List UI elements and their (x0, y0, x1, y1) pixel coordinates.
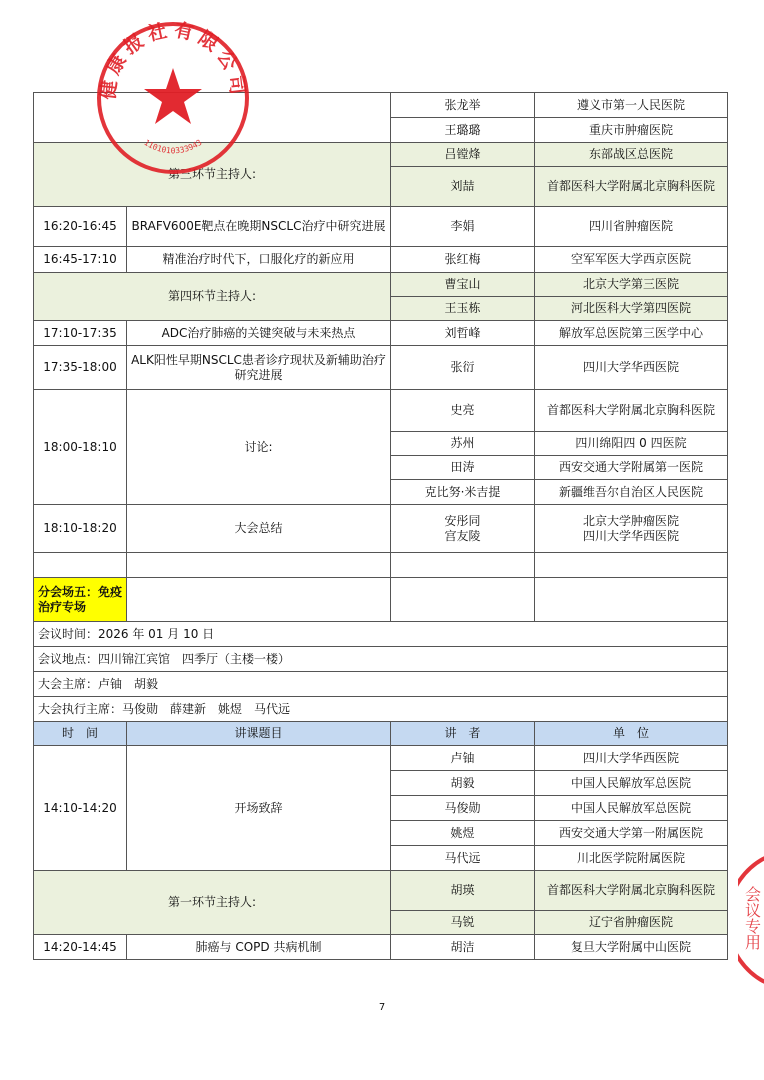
time-cell: 18:00-18:10 (34, 390, 127, 505)
empty-cell (127, 553, 391, 578)
empty-cell (535, 578, 728, 622)
header-time: 时 间 (34, 722, 127, 746)
table-row (34, 247, 728, 273)
table-row (34, 578, 728, 622)
time-cell: 16:45-17:10 (34, 247, 127, 273)
schedule-table (33, 92, 728, 960)
empty-cell (391, 553, 535, 578)
unit-cell: 首都医科大学附属北京胸科医院 (535, 871, 728, 911)
unit-cell: 重庆市肿瘤医院 (535, 118, 728, 143)
speaker-cell: 苏州 (391, 432, 535, 456)
topic-cell: ADC治疗肺癌的关键突破与未来热点 (127, 321, 391, 346)
page-number: 7 (378, 1002, 386, 1013)
time-cell: 16:20-16:45 (34, 207, 127, 247)
speaker-cell: 刘喆 (391, 167, 535, 207)
unit-cell: 东部战区总医院 (535, 143, 728, 167)
unit-cell: 辽宁省肿瘤医院 (535, 911, 728, 935)
unit-cell: 遵义市第一人民医院 (535, 93, 728, 118)
speaker-cell (391, 505, 535, 553)
session-title: 分会场五：免疫治疗专场 (34, 578, 127, 622)
topic-cell: 精准治疗时代下，口服化疗的新应用 (127, 247, 391, 273)
speaker-name: 宫友陵 (444, 528, 481, 543)
table-row (34, 207, 728, 247)
table-row (34, 390, 728, 432)
meeting-date: 会议时间：2026 年 01 月 10 日 (34, 622, 728, 647)
speaker-cell: 张红梅 (391, 247, 535, 273)
unit-cell: 中国人民解放军总医院 (535, 771, 728, 796)
unit-cell: 川北医学院附属医院 (535, 846, 728, 871)
table-row (34, 697, 728, 722)
speaker-cell: 李娟 (391, 207, 535, 247)
header-speaker: 讲 者 (391, 722, 535, 746)
unit-name: 北京大学肿瘤医院 (582, 513, 679, 528)
table-row (34, 321, 728, 346)
speaker-cell: 马代远 (391, 846, 535, 871)
unit-cell: 北京大学第三医院 (535, 273, 728, 297)
unit-cell: 中国人民解放军总医院 (535, 796, 728, 821)
unit-cell (535, 505, 728, 553)
topic-cell: 大会总结 (127, 505, 391, 553)
unit-cell: 河北医科大学第四医院 (535, 297, 728, 321)
topic-cell: 肺癌与 COPD 共病机制 (127, 935, 391, 960)
unit-cell: 解放军总医院第三医学中心 (535, 321, 728, 346)
empty-cell (34, 553, 127, 578)
speaker-cell: 姚煜 (391, 821, 535, 846)
table-row (34, 935, 728, 960)
speaker-cell: 张龙举 (391, 93, 535, 118)
speaker-cell: 吕镗烽 (391, 143, 535, 167)
unit-cell: 首都医科大学附属北京胸科医院 (535, 390, 728, 432)
meeting-chair: 大会主席：卢铀 胡毅 (34, 672, 728, 697)
empty-cell (391, 578, 535, 622)
speaker-cell: 胡瑛 (391, 871, 535, 911)
empty-cell (535, 553, 728, 578)
header-unit: 单 位 (535, 722, 728, 746)
time-cell: 14:20-14:45 (34, 935, 127, 960)
header-topic: 讲课题目 (127, 722, 391, 746)
table-row (34, 672, 728, 697)
speaker-cell: 田涛 (391, 456, 535, 480)
meeting-exec-chair: 大会执行主席：马俊勋 薛建新 姚煜 马代远 (34, 697, 728, 722)
host-label: 第一环节主持人: (34, 871, 391, 935)
company-seal-stamp (93, 18, 253, 178)
time-cell: 14:10-14:20 (34, 746, 127, 871)
speaker-cell: 卢铀 (391, 746, 535, 771)
speaker-cell: 史亮 (391, 390, 535, 432)
unit-name: 四川大学华西医院 (582, 528, 679, 543)
seal-text: 健康报社有限公司 (97, 19, 249, 101)
header-row (34, 722, 728, 746)
speaker-cell: 张衍 (391, 346, 535, 390)
table-row (34, 273, 728, 297)
speaker-cell: 胡毅 (391, 771, 535, 796)
unit-cell: 空军军医大学西京医院 (535, 247, 728, 273)
seal-number: 1101010333943 (142, 137, 204, 156)
time-cell: 17:10-17:35 (34, 321, 127, 346)
unit-cell: 四川大学华西医院 (535, 746, 728, 771)
table-row (34, 553, 728, 578)
speaker-cell: 胡洁 (391, 935, 535, 960)
unit-cell: 西安交通大学附属第一医院 (535, 456, 728, 480)
table-row (34, 647, 728, 672)
speaker-name: 安彤同 (444, 513, 481, 528)
table-row (34, 346, 728, 390)
table-row (34, 505, 728, 553)
speaker-cell: 马锐 (391, 911, 535, 935)
time-cell: 17:35-18:00 (34, 346, 127, 390)
speaker-cell: 克比努·米吉提 (391, 480, 535, 505)
unit-cell: 复旦大学附属中山医院 (535, 935, 728, 960)
meeting-venue: 会议地点：四川锦江宾馆 四季厅（主楼一楼） (34, 647, 728, 672)
topic-cell: BRAFV600E靶点在晚期NSCLC治疗中研究进展 (127, 207, 391, 247)
table-row (34, 746, 728, 771)
speaker-cell: 马俊勋 (391, 796, 535, 821)
time-cell: 18:10-18:20 (34, 505, 127, 553)
side-seal-stamp (738, 850, 764, 990)
svg-text:1101010333943 (142, 138, 203, 155)
topic-cell: ALK阳性早期NSCLC患者诊疗现状及新辅助治疗研究进展 (127, 346, 391, 390)
host-label: 第三环节主持人: (34, 143, 391, 207)
speaker-cell: 王璐璐 (391, 118, 535, 143)
unit-cell: 西安交通大学第一附属医院 (535, 821, 728, 846)
speaker-cell: 曹宝山 (391, 273, 535, 297)
table-row (34, 871, 728, 911)
host-label: 第四环节主持人: (34, 273, 391, 321)
speaker-cell: 王玉栋 (391, 297, 535, 321)
unit-cell: 首都医科大学附属北京胸科医院 (535, 167, 728, 207)
table-row (34, 622, 728, 647)
empty-cell (127, 578, 391, 622)
unit-cell: 四川绵阳四 0 四医院 (535, 432, 728, 456)
side-seal-text: 会议专用 (742, 886, 762, 950)
unit-cell: 新疆维吾尔自治区人民医院 (535, 480, 728, 505)
unit-cell: 四川大学华西医院 (535, 346, 728, 390)
topic-cell: 讨论: (127, 390, 391, 505)
topic-cell: 开场致辞 (127, 746, 391, 871)
unit-cell: 四川省肿瘤医院 (535, 207, 728, 247)
speaker-cell: 刘哲峰 (391, 321, 535, 346)
